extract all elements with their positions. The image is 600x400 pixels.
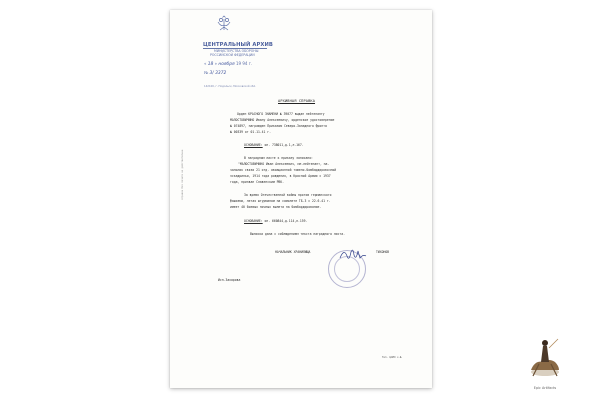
body-line-9: года, призван Славенским РВК. [230, 180, 285, 184]
ministry-line: МИНИСТЕРСТВА ОБОРОНЫ [214, 49, 259, 53]
number-prefix: № [204, 70, 209, 75]
body-line-11: фашизма, летая штурманом на самолете ТБ-3 с 22.6.41 г. [230, 199, 331, 203]
basis-1-label: ОСНОВАНИЕ: [244, 143, 263, 147]
document-title: АРХИВНАЯ СПРАВКА [278, 99, 316, 103]
body-line-2: МАЛОСТОВИЧИНО Ивану Алексеевичу, орденское удостоверение [230, 118, 335, 122]
federation-line: РОССИЙСКОЙ ФЕДЕРАЦИИ [210, 53, 255, 57]
basis-2-text: оп. 660844,д.114,л.159. [264, 219, 308, 223]
body-line-13: Выписка дана с соблюдением текста наградного листа. [250, 232, 345, 236]
date-sep: » [214, 61, 218, 66]
body-line-12: имеет 40 боевых ночных вылета на бомбардирование. [230, 205, 322, 209]
basis-1 [244, 143, 304, 147]
signature-name: ТИХОНОВ [376, 250, 390, 254]
body-line-4: № 00339 от 01.11.41 г. [230, 130, 271, 134]
body-line-7: чальник связи 21 отд. авиационной тяжело-бомбардировочной [230, 168, 337, 172]
basis-1-text: оп. 738011,д.1,л.167. [264, 143, 304, 147]
body-line-10: За время Отечественной войны против германского [244, 193, 332, 197]
archive-name: ЦЕНТРАЛЬНЫЙ АРХИВ [203, 42, 273, 48]
body-line-6: "МАЛОСТОВИЧИНО Иван Алексеевич, мл.лейтенант, на- [238, 162, 330, 166]
date-month: ноября [218, 62, 235, 67]
reference-number: 3/ 3372 [209, 71, 227, 76]
performer: Исп.Захарова [218, 278, 241, 282]
archive-address: 142100, г. Подольск, Московской обл. [204, 85, 256, 88]
print-code: Тип. ЦАМО з.№ [382, 356, 402, 359]
date-year: 19 94 г. [235, 61, 253, 66]
brand-name: Epic Artifacts [533, 386, 557, 390]
body-line-1: Орден КРАСНОГО ЗНАМЕНИ № 39077 выдан лейтенанту [237, 112, 325, 116]
body-line-8: эскадрильи, 1914 года рождения, в Красной Армии с 1937 [230, 174, 331, 178]
basis-2-label: ОСНОВАНИЕ: [244, 219, 263, 223]
body-line-3: № 074897, награжден Приказом Северо-Западного фронта [230, 124, 327, 128]
reference-number-field [204, 70, 226, 76]
signature-title: НАЧАЛЬНИК ХРАНИЛИЩА [275, 250, 311, 254]
epic-artifacts-logo [525, 336, 565, 380]
side-note: справка без печати не действительна [181, 149, 184, 200]
date-prefix: « [204, 61, 207, 66]
date-field [204, 61, 252, 67]
handwritten-signature [338, 246, 368, 264]
date-day: 18 [207, 62, 214, 67]
body-line-5: В наградном листе к приказу записано: [244, 156, 313, 160]
basis-2 [244, 219, 307, 223]
double-headed-eagle-icon [214, 15, 234, 33]
